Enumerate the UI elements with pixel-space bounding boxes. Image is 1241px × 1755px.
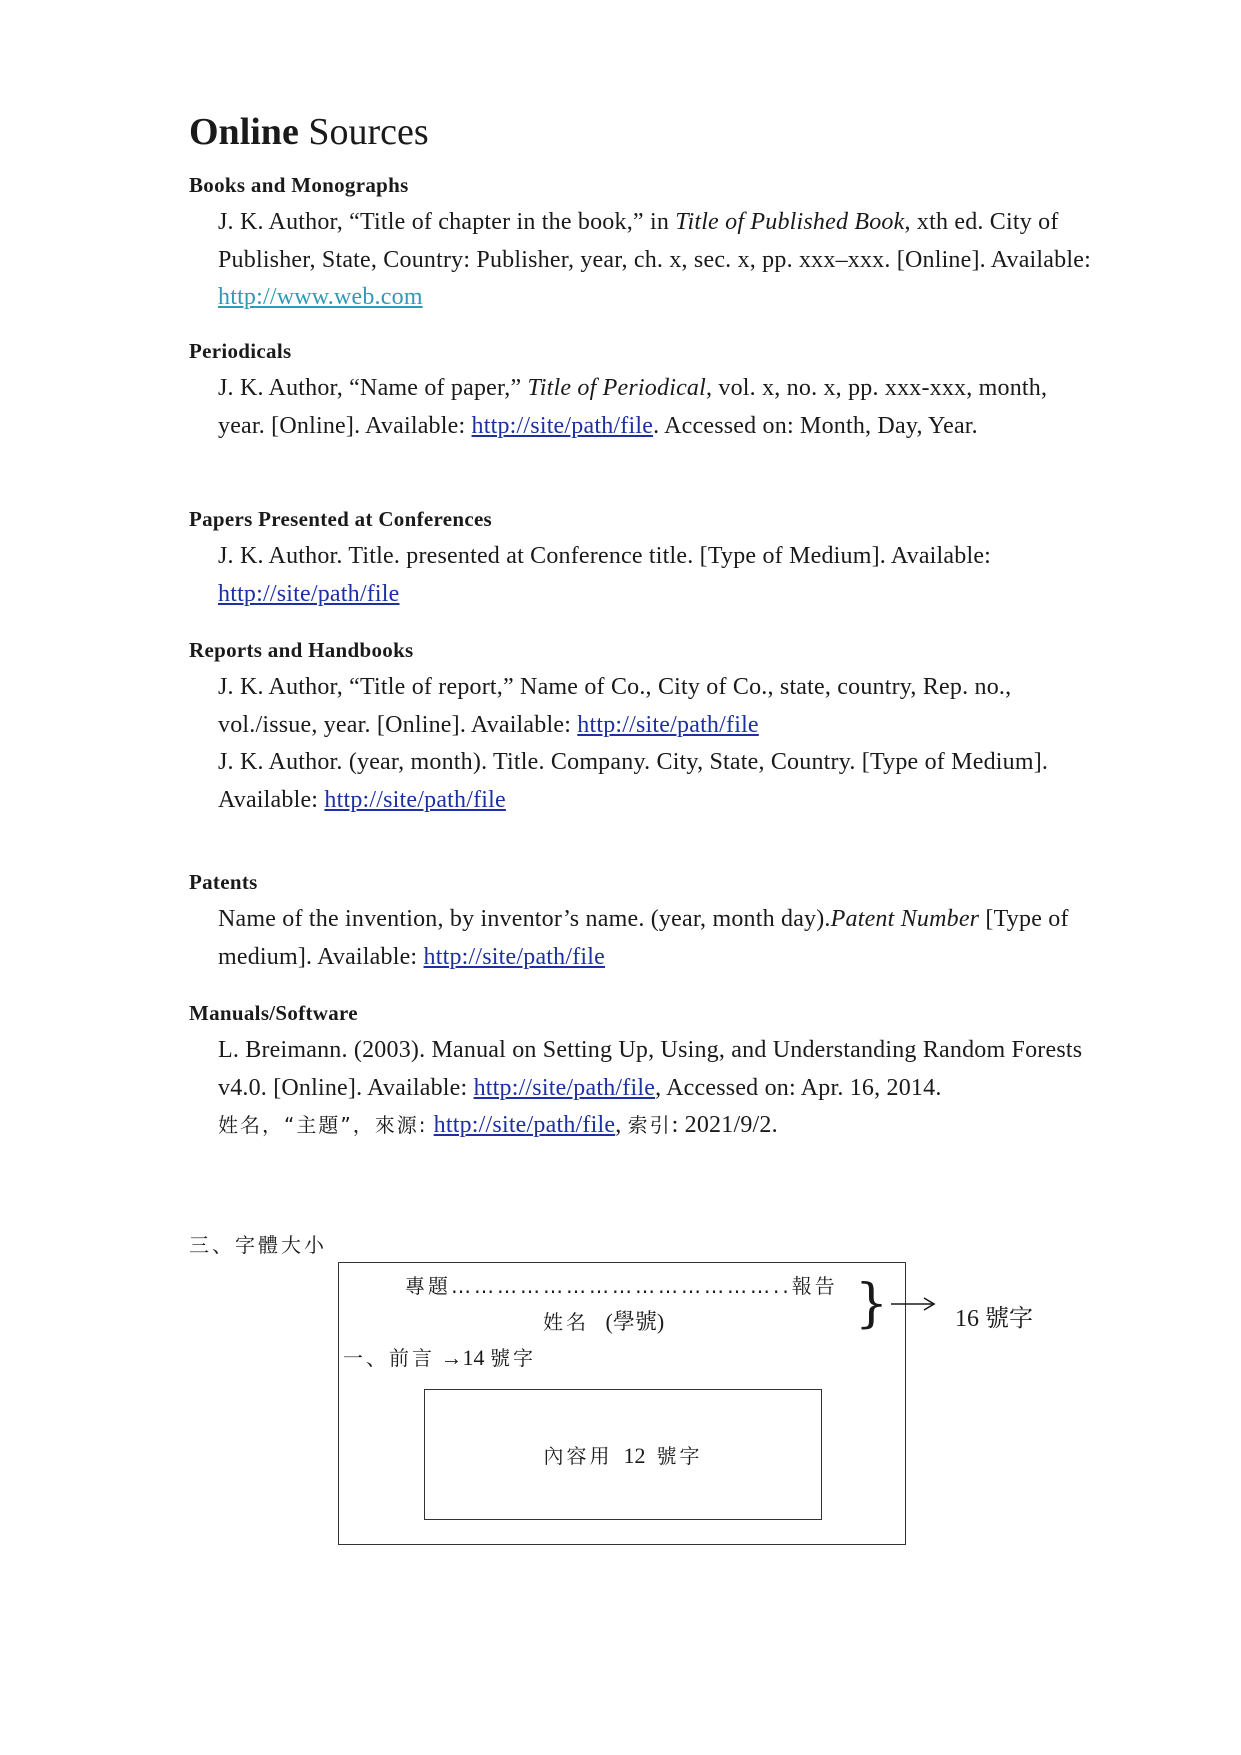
reference-entry — [218, 669, 1091, 744]
content-label: 內容用 — [543, 1444, 613, 1468]
entry-text-cjk: 索引 — [627, 1113, 672, 1137]
url-link[interactable]: http://site/path/file — [324, 786, 506, 813]
arrow-right-icon — [890, 1297, 936, 1311]
content-box — [424, 1389, 822, 1520]
section-books — [189, 172, 1091, 317]
section-heading: Periodicals — [189, 339, 292, 363]
reference-entry — [218, 204, 1091, 317]
section-heading: Patents — [189, 870, 258, 894]
section-conferences — [189, 506, 1091, 613]
entry-text: Name of the invention, by inventor’s name. (year, month day). — [218, 906, 831, 932]
box-intro-line — [343, 1342, 536, 1371]
page-title — [189, 108, 429, 156]
intro-label: 一、前言 — [343, 1346, 435, 1370]
reference-entry-chinese — [218, 1107, 1091, 1145]
section-patents — [189, 869, 1091, 976]
arrow-right-icon: → — [440, 1345, 463, 1370]
size-unit: 號字 — [490, 1346, 536, 1370]
url-link[interactable]: http://site/path/file — [471, 412, 654, 439]
reference-entry — [218, 1032, 1091, 1107]
section-heading: Manuals/Software — [189, 1001, 358, 1025]
entry-text: J. K. Author, “Title of report,” Name of Co., City of Co., state, country, Rep. no., vol./issue, year. [Online]. Available: — [218, 674, 1012, 738]
entry-italic: Patent Number — [830, 906, 980, 932]
url-link[interactable]: http://site/path/file — [473, 1074, 656, 1101]
section-heading: Reports and Handbooks — [189, 638, 414, 662]
url-link[interactable]: http://site/path/file — [577, 711, 759, 738]
reference-entry — [218, 901, 1091, 976]
entry-text: , vol. x, no. x, pp. xxx-xxx, month, year. [Online]. Available: — [218, 375, 1048, 439]
entry-text: : 2021/9/2. — [671, 1112, 778, 1138]
name-label: 姓名 — [543, 1310, 589, 1334]
url-link[interactable]: http://site/path/file — [218, 580, 400, 607]
section-reports — [189, 637, 1091, 819]
entry-italic: Title of Published Book — [675, 209, 905, 235]
section-manuals — [189, 1000, 1091, 1145]
entry-text: , Accessed on: Apr. 16, 2014. — [655, 1074, 942, 1101]
entry-text: J. K. Author, “Name of paper,” — [218, 375, 528, 401]
entry-italic: Title of Periodical — [527, 375, 706, 401]
url-link[interactable]: http://site/path/file — [423, 943, 606, 970]
url-link[interactable]: http://www.web.com — [218, 284, 423, 310]
page-title-bold: Online — [189, 111, 299, 153]
section-heading: Books and Monographs — [189, 173, 409, 197]
entry-text: [Type of medium]. Available: — [218, 906, 1069, 970]
entry-text: , — [615, 1112, 628, 1138]
section-heading: Papers Presented at Conferences — [189, 507, 493, 531]
box-title-line: 專題……………………………………..報告 — [405, 1274, 838, 1298]
box-name-line — [543, 1305, 664, 1336]
url-link[interactable]: http://site/path/file — [433, 1112, 616, 1138]
size-unit: 號字 — [656, 1444, 703, 1468]
entry-text: L. Breimann. (2003). Manual on Setting Up, Using, and Understanding Random Forests v4.0. [Online]. Available: — [218, 1037, 1083, 1101]
brace-icon: } — [855, 1274, 889, 1334]
entry-text-cjk: 姓名，“主題”，來源: — [218, 1113, 428, 1137]
section-periodicals — [189, 338, 1091, 445]
content-box-label — [544, 1440, 703, 1469]
entry-text: J. K. Author. Title. presented at Conference title. [Type of Medium]. Available: — [218, 543, 992, 569]
reference-entry — [218, 370, 1091, 445]
page-title-rest: Sources — [298, 111, 429, 153]
student-id-label: (學號) — [605, 1309, 665, 1334]
size-number: 12 — [623, 1443, 646, 1468]
font-size-heading: 三、字體大小 — [189, 1233, 327, 1257]
sixteen-size-label: 16 號字 — [955, 1306, 1033, 1332]
entry-text: , xth ed. City of Publisher, State, Country: Publisher, year, ch. x, sec. x, pp. xxx–xxx. [Online]. Available: — [218, 209, 1091, 273]
entry-text: J. K. Author, “Title of chapter in the book,” in — [218, 209, 676, 235]
size-number: 14 — [462, 1345, 485, 1370]
entry-text: . Accessed on: Month, Day, Year. — [653, 412, 978, 439]
reference-entry — [218, 744, 1091, 819]
reference-entry — [218, 538, 1091, 613]
entry-text: J. K. Author. (year, month). Title. Company. City, State, Country. [Type of Medium]. Available: — [218, 749, 1049, 813]
